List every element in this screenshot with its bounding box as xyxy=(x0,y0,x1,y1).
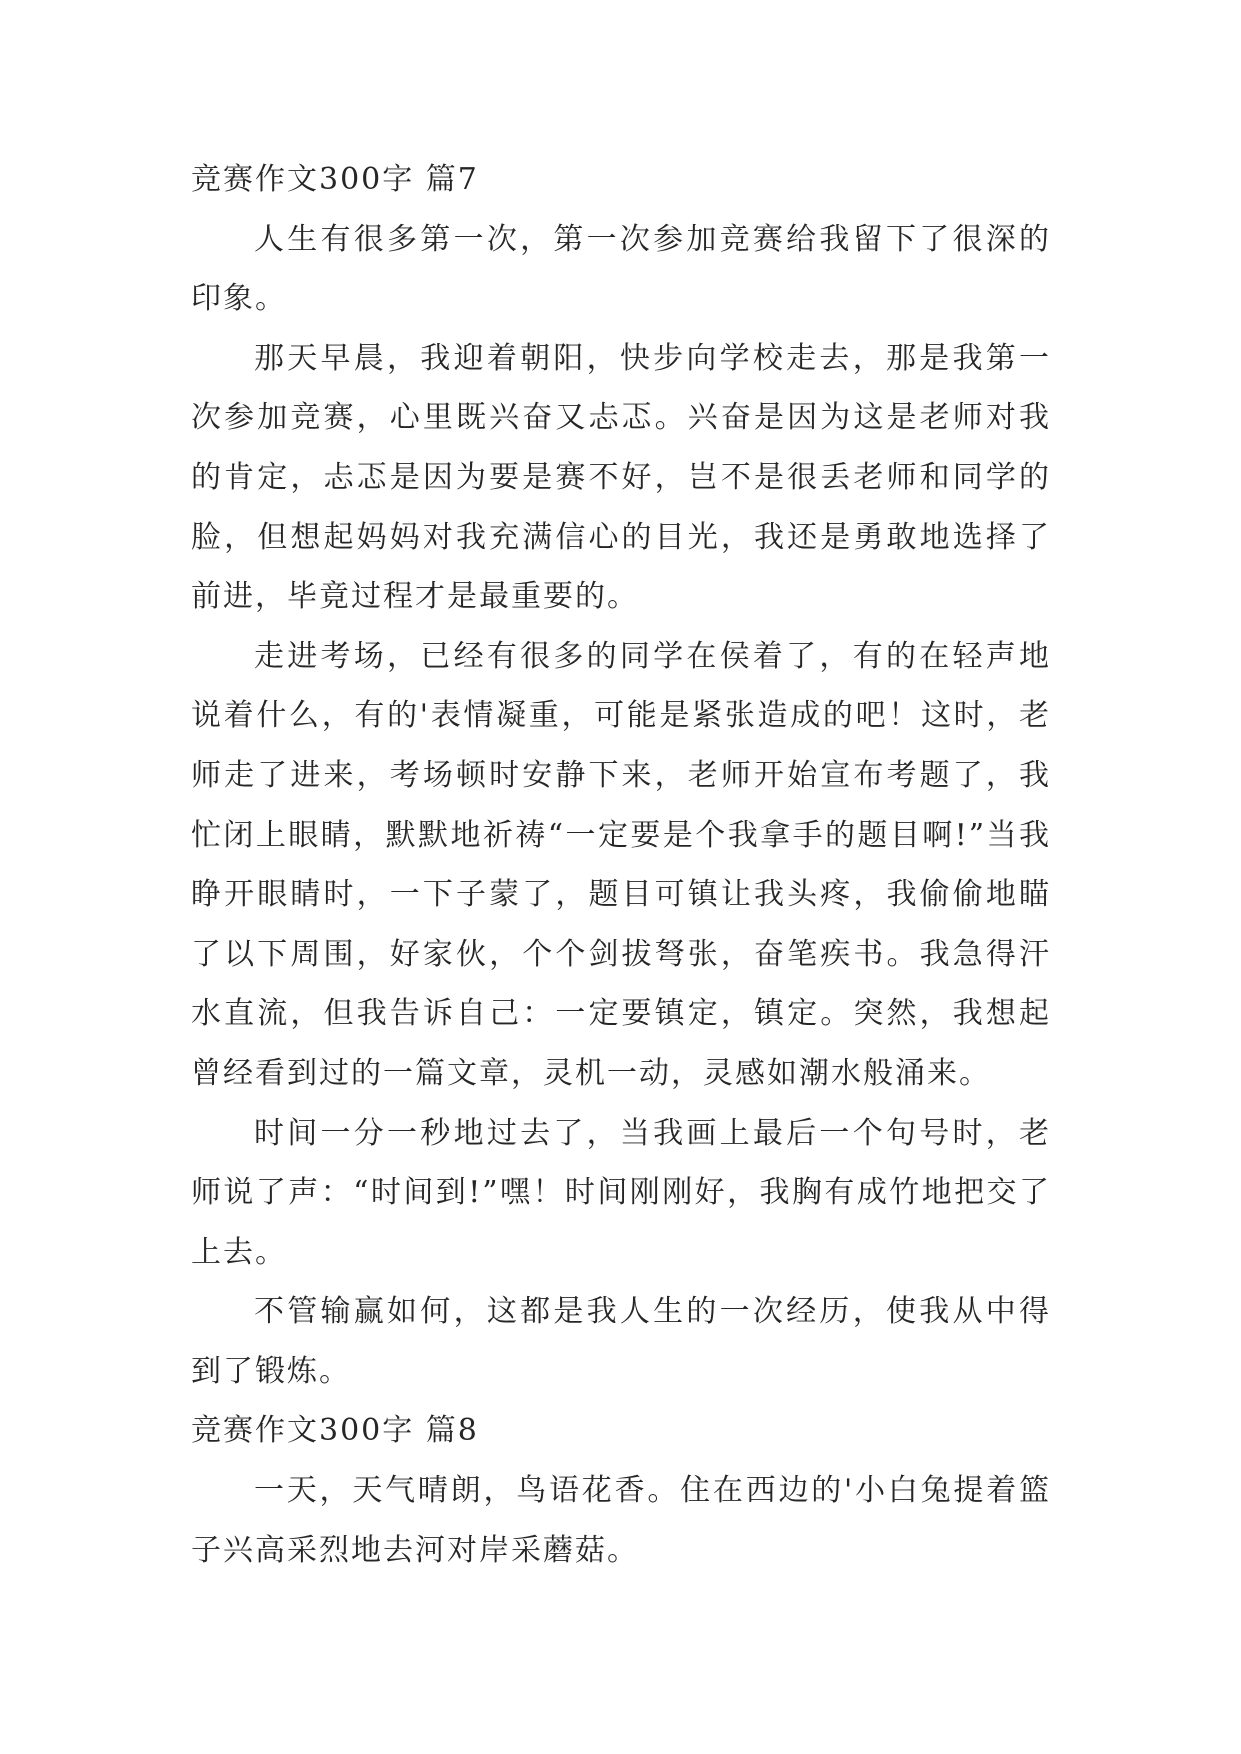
essay-paragraph: 那天早晨，我迎着朝阳，快步向学校走去，那是我第一次参加竞赛，心里既兴奋又忐忑。兴奋是因为这是老师对我的肯定，忐忑是因为要是赛不好，岂不是很丢老师和同学的脸，但想起妈妈对我充满信心的目光，我还是勇敢地选择了前进，毕竟过程才是最重要的。 xyxy=(191,340,1051,615)
essay-paragraph: 一天，天气晴朗，鸟语花香。住在西边的'小白兔提着篮子兴高采烈地去河对岸采蘑菇。 xyxy=(191,1473,1051,1568)
essay-section xyxy=(191,150,1051,1401)
essay-title: 竞赛作文300字 篇7 xyxy=(191,162,479,197)
essay-section xyxy=(191,1401,1051,1580)
essay-title: 竞赛作文300字 篇8 xyxy=(191,1413,479,1449)
essay-paragraph: 时间一分一秒地过去了，当我画上最后一个句号时，老师说了声：“时间到!”嘿！时间刚刚好，我胸有成竹地把交了上去。 xyxy=(191,1115,1051,1270)
essay-paragraph: 走进考场，已经有很多的同学在侯着了，有的在轻声地说着什么，有的'表情凝重，可能是紧张造成的吧！这时，老师走了进来，考场顿时安静下来，老师开始宣布考题了，我忙闭上眼睛，默默地祈祷“一定要是个我拿手的题目啊!”当我睁开眼睛时，一下子蒙了，题目可镇让我头疼，我偷偷地瞄了以下周围，好家伙，个个剑拔弩张，奋笔疾书。我急得汗水直流，但我告诉自己：一定要镇定，镇定。突然，我想起曾经看到过的一篇文章，灵机一动，灵感如潮水般涌来。 xyxy=(191,638,1051,1091)
essay-paragraph: 人生有很多第一次，第一次参加竞赛给我留下了很深的印象。 xyxy=(191,221,1051,317)
document-body xyxy=(191,150,1051,1580)
essay-paragraph: 不管输赢如何，这都是我人生的一次经历，使我从中得到了锻炼。 xyxy=(191,1294,1051,1389)
